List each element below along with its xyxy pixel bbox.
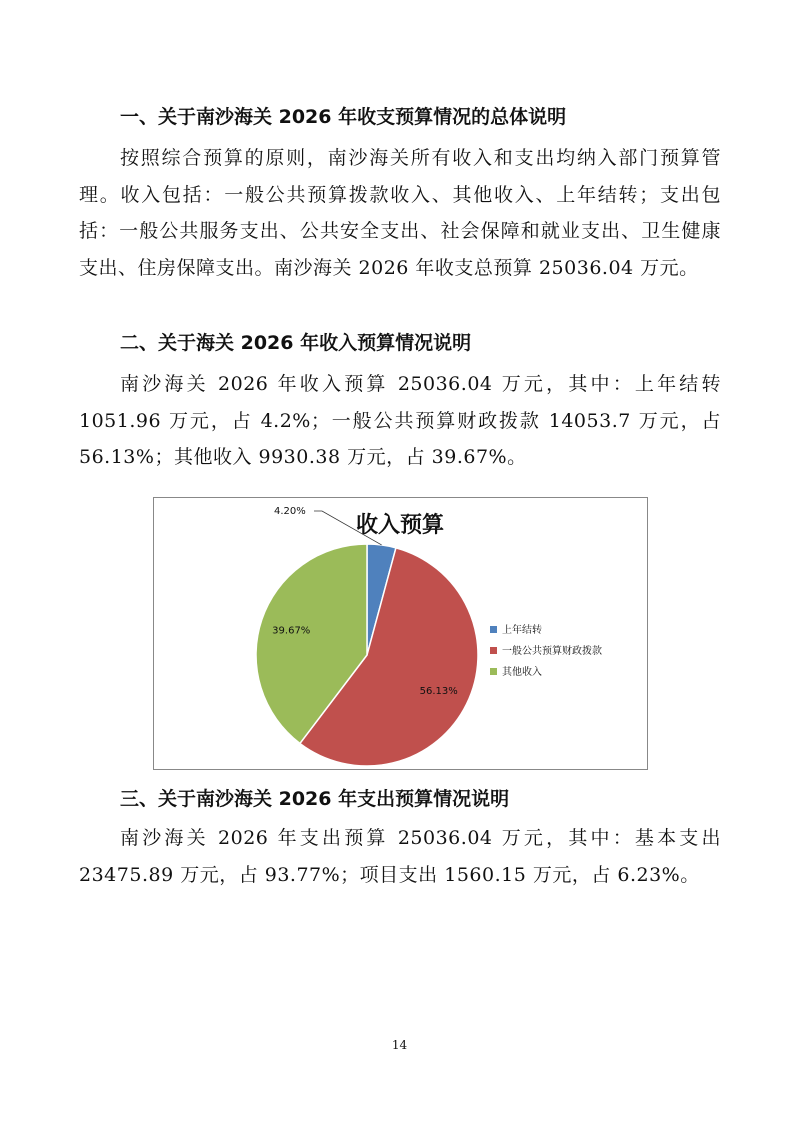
legend-swatch-1 — [490, 626, 497, 633]
section2-paragraph: 南沙海关 2026 年收入预算 25036.04 万元，其中：上年结转 1051.96 万元，占 4.2%；一般公共预算财政拨款 14053.7 万元，占 56.13%；其他收入 9930.38 万元，占 39.67%。 — [79, 373, 721, 468]
legend-label-1: 上年结转 — [502, 625, 542, 636]
chart-title: 收入预算 — [355, 513, 445, 538]
legend-swatch-2 — [490, 647, 497, 654]
section1-paragraph: 按照综合预算的原则，南沙海关所有收入和支出均纳入部门预算管理。收入包括：一般公共预算拨款收入、其他收入、上年结转；支出包括：一般公共服务支出、公共安全支出、社会保障和就业支出、卫生健康支出、住房保障支出。南沙海关 2026 年收支总预算 25036.04 万元。 — [79, 147, 721, 279]
section2-heading: 二、关于海关 2026 年收入预算情况说明 — [120, 332, 472, 354]
section3-heading: 三、关于南沙海关 2026 年支出预算情况说明 — [120, 788, 510, 810]
chart-legend — [490, 623, 602, 678]
pie-data-label-2: 56.13% — [419, 686, 458, 698]
pie-data-label-1: 4.20% — [274, 506, 306, 517]
legend-swatch-3 — [490, 668, 497, 675]
income-pie-chart — [153, 497, 648, 770]
pie-data-label-3: 39.67% — [272, 625, 311, 637]
page-number: 14 — [391, 1038, 408, 1052]
legend-label-2: 一般公共预算财政拨款 — [502, 646, 602, 657]
pie-slices — [256, 544, 478, 766]
section1-heading: 一、关于南沙海关 2026 年收支预算情况的总体说明 — [120, 106, 567, 128]
section3-paragraph: 南沙海关 2026 年支出预算 25036.04 万元，其中：基本支出 23475.89 万元，占 93.77%；项目支出 1560.15 万元，占 6.23%。 — [79, 827, 721, 886]
legend-label-3: 其他收入 — [502, 667, 542, 678]
pie-chart-svg — [154, 498, 649, 771]
